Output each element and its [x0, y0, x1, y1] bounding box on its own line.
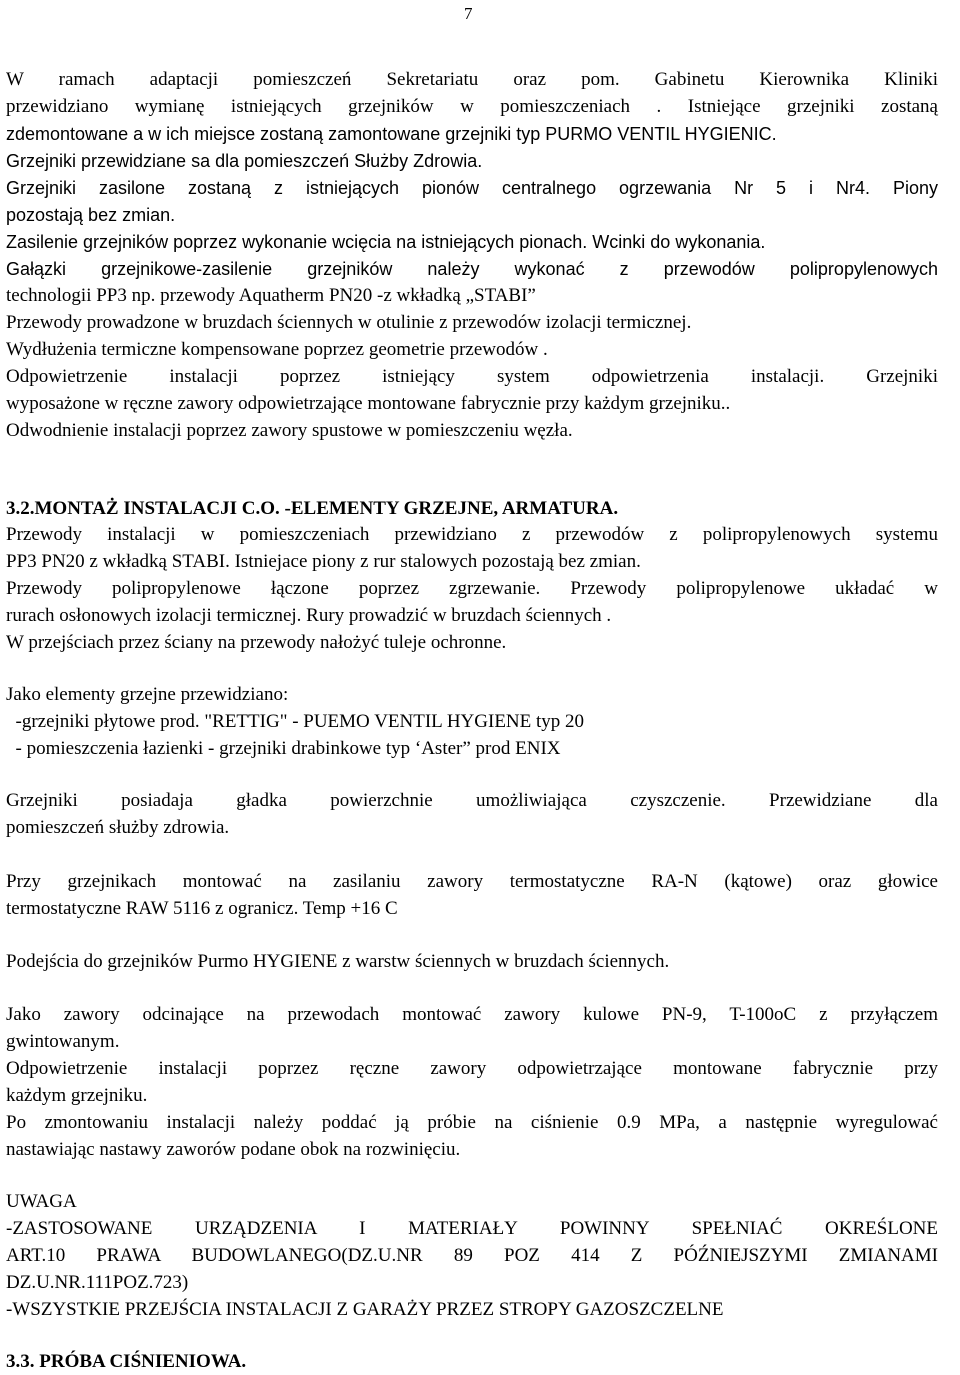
text-line: ART.10 PRAWA BUDOWLANEGO(DZ.U.NR 89 POZ 414 Z PÓŹNIEJSZYMI ZMIANAMI	[6, 1245, 938, 1266]
text-line: Gałązki grzejnikowe-zasilenie grzejników należy wykonać z przewodów polipropylenowych	[6, 259, 938, 279]
text-line: nastawiając nastawy zaworów podane obok na rozwinięciu.	[6, 1139, 461, 1160]
text-line: Grzejniki przewidziane sa dla pomieszczeń Służby Zdrowia.	[6, 151, 483, 171]
text-line: Przewody prowadzone w bruzdach ściennych w otulinie z przewodów izolacji termicznej.	[6, 312, 692, 333]
text-line: Podejścia do grzejników Purmo HYGIENE z warstw ściennych w bruzdach ściennych.	[6, 951, 670, 972]
text-line: Odpowietrzenie instalacji poprzez ręczne zawory odpowietrzające montowane fabrycznie przy	[6, 1058, 938, 1079]
text-line: Jako elementy grzejne przewidziano:	[6, 684, 289, 705]
text-line: pomieszczeń służby zdrowia.	[6, 817, 230, 838]
text-line: pozostają bez zmian.	[6, 205, 176, 225]
text-line: Przewody polipropylenowe łączone poprzez zgrzewanie. Przewody polipropylenowe układać w	[6, 578, 938, 599]
text-line: termostatyczne RAW 5116 z ogranicz. Temp +16 C	[6, 898, 398, 919]
text-line: przewidziano wymianę istniejących grzejników w pomieszczeniach . Istniejące grzejniki zostaną	[6, 96, 938, 117]
text-line: zdemontowane a w ich miejsce zostaną zamontowane grzejniki typ PURMO VENTIL HYGIENIC.	[6, 124, 777, 144]
text-line: technologii PP3 np. przewody Aquatherm PN20 -z wkładką „STABI”	[6, 285, 536, 306]
list-item: -grzejniki płytowe prod. "RETTIG" - PUEMO VENTIL HYGIENE typ 20	[6, 711, 585, 732]
section-heading: 3.3. PRÓBA CIŚNIENIOWA.	[6, 1351, 247, 1372]
text-line: wyposażone w ręczne zawory odpowietrzające montowane fabrycznie przy każdym grzejniku..	[6, 393, 731, 414]
text-line: DZ.U.NR.111POZ.723)	[6, 1272, 189, 1293]
text-line: Jako zawory odcinające na przewodach montować zawory kulowe PN-9, T-100oC z przyłączem	[6, 1004, 938, 1025]
text-line: Odwodnienie instalacji poprzez zawory spustowe w pomieszczeniu węzła.	[6, 420, 573, 441]
text-line: W ramach adaptacji pomieszczeń Sekretariatu oraz pom. Gabinetu Kierownika Kliniki	[6, 69, 938, 90]
text-line: rurach osłonowych izolacji termicznej. Rury prowadzić w bruzdach ściennych .	[6, 605, 612, 626]
text-line: Zasilenie grzejników poprzez wykonanie wcięcia na istniejących pionach. Wcinki do wykonania.	[6, 232, 766, 252]
text-line: Odpowietrzenie instalacji poprzez istniejący system odpowietrzenia instalacji. Grzejniki	[6, 366, 938, 387]
text-line: W przejściach przez ściany na przewody nałożyć tuleje ochronne.	[6, 632, 507, 653]
text-line: PP3 PN20 z wkładką STABI. Istniejace piony z rur stalowych pozostają bez zmian.	[6, 551, 641, 572]
text-line: Przewody instalacji w pomieszczeniach przewidziano z przewodów z polipropylenowych systemu	[6, 524, 938, 545]
text-line: Wydłużenia termiczne kompensowane poprzez geometrie przewodów .	[6, 339, 548, 360]
text-line: Grzejniki posiadaja gładka powierzchnie umożliwiająca czyszczenie. Przewidziane dla	[6, 790, 938, 811]
text-line: gwintowanym.	[6, 1031, 120, 1052]
text-line: -ZASTOSOWANE URZĄDZENIA I MATERIAŁY POWINNY SPEŁNIAĆ OKREŚLONE	[6, 1218, 938, 1239]
text-line: Przy grzejnikach montować na zasilaniu zawory termostatyczne RA-N (kątowe) oraz głowice	[6, 871, 938, 892]
note-heading: UWAGA	[6, 1191, 77, 1212]
text-line: każdym grzejniku.	[6, 1085, 148, 1106]
page-number: 7	[464, 4, 473, 23]
section-heading: 3.2.MONTAŻ INSTALACJI C.O. -ELEMENTY GRZEJNE, ARMATURA.	[6, 498, 619, 519]
list-item: - pomieszczenia łazienki - grzejniki drabinkowe typ ‘Aster” prod ENIX	[6, 738, 561, 759]
text-line: Grzejniki zasilone zostaną z istniejących pionów centralnego ogrzewania Nr 5 i Nr4. Piony	[6, 178, 938, 198]
text-line: -WSZYSTKIE PRZEJŚCIA INSTALACJI Z GARAŻY PRZEZ STROPY GAZOSZCZELNE	[6, 1299, 724, 1320]
text-line: Po zmontowaniu instalacji należy poddać ją próbie na ciśnienie 0.9 MPa, a następnie wyregulować	[6, 1112, 938, 1133]
